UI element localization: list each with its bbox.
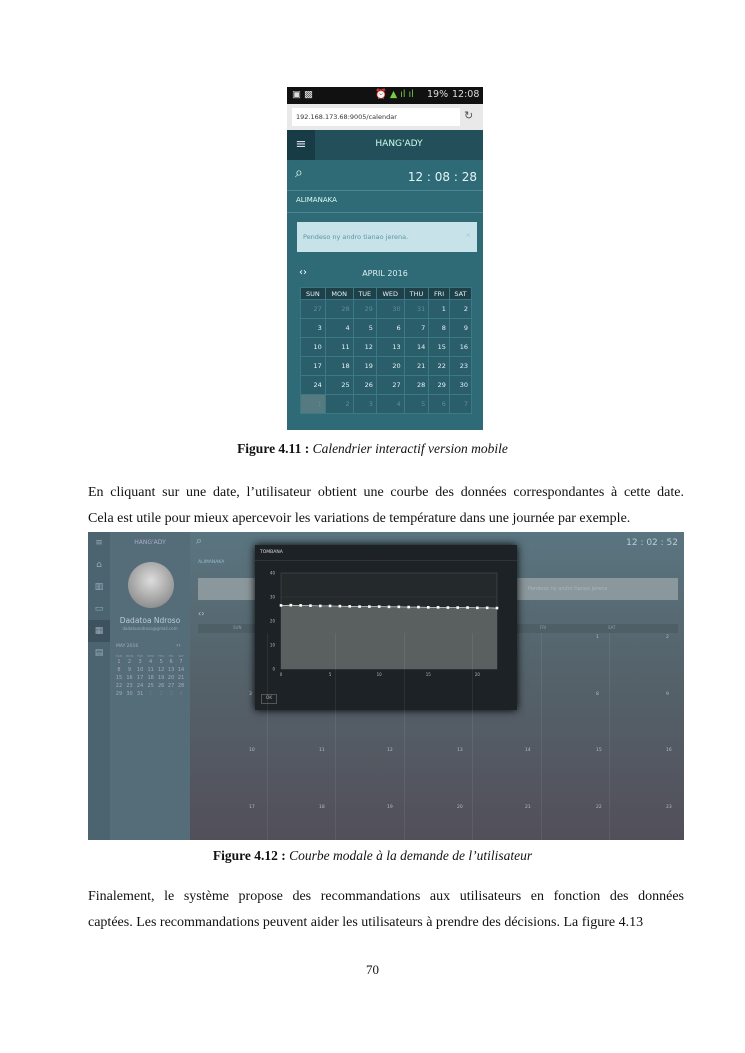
calendar-day[interactable]: 13 xyxy=(376,338,404,357)
browser-url-bar xyxy=(287,104,483,130)
calendar-day[interactable]: 31 xyxy=(136,691,144,697)
calendar-day[interactable]: 4 xyxy=(149,659,153,665)
x-tick-label: 10 xyxy=(376,672,382,677)
y-tick-label: 0 xyxy=(272,666,275,672)
calendar-day[interactable]: 27 xyxy=(376,376,404,395)
calendar-day[interactable]: 21 xyxy=(404,357,429,376)
data-point xyxy=(378,605,381,608)
calendar-day[interactable]: 2 xyxy=(127,659,132,665)
calendar-day[interactable]: 15 xyxy=(596,748,602,753)
calendar-week xyxy=(114,682,186,690)
data-point xyxy=(398,606,401,609)
text-line: Finalement, le système propose des recommandations aux utilisateurs en fonction des données xyxy=(88,889,684,904)
calendar-day[interactable]: 6 xyxy=(169,659,173,665)
calendar-day[interactable]: 5 xyxy=(404,395,429,414)
calendar-day[interactable]: 11 xyxy=(325,338,353,357)
battery-level: 19% xyxy=(427,89,449,100)
calendar-day[interactable]: 25 xyxy=(147,683,154,689)
x-tick-label: 15 xyxy=(425,672,431,677)
data-point xyxy=(388,606,391,609)
calendar-day[interactable]: 7 xyxy=(404,319,429,338)
calendar-day[interactable]: 11 xyxy=(147,667,154,673)
calendar-icon[interactable]: ▦ xyxy=(88,620,110,642)
calendar-day[interactable]: 9 xyxy=(666,692,669,697)
calendar-day[interactable]: 28 xyxy=(404,376,429,395)
calendar-day[interactable]: 14 xyxy=(404,338,429,357)
calendar-day[interactable]: 28 xyxy=(325,300,353,319)
data-point xyxy=(456,606,459,609)
clock: 12 : 02 : 52 xyxy=(626,538,678,548)
data-point xyxy=(299,604,302,607)
status-bar xyxy=(287,87,483,104)
data-point xyxy=(290,604,293,607)
calendar-day[interactable]: 20 xyxy=(457,805,463,810)
data-point xyxy=(358,605,361,608)
signal-icon: ⏰ ▲ ıl ıl xyxy=(375,89,414,100)
alert-text: Pendeso ny andro tianao jerena. xyxy=(528,586,609,592)
calendar-week xyxy=(301,395,472,414)
calendar-day[interactable]: 27 xyxy=(167,683,175,689)
calendar-day[interactable]: 14 xyxy=(525,748,531,753)
weekday-header: MON xyxy=(325,288,353,300)
data-point xyxy=(319,605,322,608)
data-point xyxy=(427,606,430,609)
calendar-week xyxy=(114,658,186,666)
x-tick-label: 20 xyxy=(474,672,480,677)
weekday-header: SAT xyxy=(178,654,184,658)
table-icon[interactable]: ▤ xyxy=(94,648,104,658)
calendar-day[interactable]: 18 xyxy=(325,357,353,376)
y-tick-label: 20 xyxy=(269,618,275,624)
user-name: Dadatoa Ndroso xyxy=(119,616,181,625)
calendar-day[interactable]: 26 xyxy=(353,376,376,395)
calendar-day[interactable]: 31 xyxy=(404,300,429,319)
mini-calendar xyxy=(114,654,186,698)
calendar-day[interactable]: 16 xyxy=(126,675,133,681)
calendar-day[interactable]: 3 xyxy=(249,692,252,697)
calendar-day[interactable]: 14 xyxy=(177,667,185,673)
weekday-header: TUE xyxy=(353,288,376,300)
text-line: captées. Les recommandations peuvent aider les utilisateurs à prendre des décisions. La figure 4.13 xyxy=(88,915,644,930)
icon-sidebar xyxy=(88,532,110,840)
weekday-header: THU xyxy=(158,654,165,658)
calendar-day[interactable]: 9 xyxy=(127,667,132,673)
weekday-header: FRI xyxy=(429,288,450,300)
alert-text: Pendeso ny andro tianao jerena. xyxy=(303,233,409,241)
calendar-day[interactable]: 28 xyxy=(177,683,185,689)
gallery-icon[interactable]: ▭ xyxy=(94,604,104,614)
text-line: En cliquant sur une date, l’utilisateur obtient une courbe des données correspondantes à cette date. xyxy=(88,485,684,500)
calendar-day[interactable]: 8 xyxy=(117,667,121,673)
close-icon[interactable]: × xyxy=(465,231,471,239)
ok-button[interactable]: OK xyxy=(261,694,277,704)
mobile-calendar-screenshot xyxy=(287,87,483,430)
calendar-day[interactable]: 10 xyxy=(301,338,326,357)
calendar-day[interactable]: 10 xyxy=(136,667,144,673)
calendar-day[interactable]: 19 xyxy=(353,357,376,376)
section-title: ALIMANAKA xyxy=(198,560,225,565)
calendar-day[interactable]: 17 xyxy=(136,675,144,681)
data-point xyxy=(368,605,371,608)
calendar-day[interactable]: 6 xyxy=(376,319,404,338)
calendar-week xyxy=(301,338,472,357)
weekday: SAT xyxy=(608,625,616,630)
weekday-header: THU xyxy=(404,288,429,300)
data-point xyxy=(417,606,420,609)
weekday: SUN xyxy=(233,625,242,630)
calendar-day[interactable]: 3 xyxy=(301,319,326,338)
status-time: 12:08 xyxy=(452,89,480,100)
calendar-week xyxy=(114,674,186,682)
data-point xyxy=(309,604,312,607)
app-header xyxy=(287,130,483,160)
calendar-day[interactable]: 22 xyxy=(596,805,602,810)
search-icon[interactable]: ⌕ xyxy=(295,165,303,181)
calendar-day[interactable]: 7 xyxy=(179,659,183,665)
calendar-day[interactable]: 20 xyxy=(376,357,404,376)
figure-caption: Figure 4.11 : Calendrier interactif version mobile xyxy=(237,441,508,456)
data-point xyxy=(348,605,351,608)
text-line: Cela est utile pour mieux apercevoir les variations de température dans une journée par exemple. xyxy=(88,511,631,526)
calendar-day[interactable]: 15 xyxy=(429,338,450,357)
weekday-header: SAT xyxy=(449,288,471,300)
alert-box xyxy=(297,222,477,252)
data-point xyxy=(437,606,440,609)
data-point xyxy=(466,606,469,609)
calendar-day[interactable]: 1 xyxy=(301,395,326,414)
calendar-day[interactable]: 16 xyxy=(666,748,672,753)
calendar-day[interactable]: 29 xyxy=(115,691,123,697)
user-email: dadatoandroso@gmail.com xyxy=(122,626,178,631)
calendar-week xyxy=(301,376,472,395)
app-title: HANG'ADY xyxy=(375,139,423,149)
calendar-day[interactable]: 24 xyxy=(136,683,144,689)
avatar xyxy=(128,562,174,608)
menu-icon[interactable]: ≡ xyxy=(95,538,103,548)
calendar-day[interactable]: 19 xyxy=(157,675,165,681)
calendar-day[interactable]: 16 xyxy=(449,338,471,357)
calendar-day[interactable]: 4 xyxy=(376,395,404,414)
calendar-day[interactable]: 18 xyxy=(147,675,154,681)
calendar-day[interactable]: 20 xyxy=(167,675,175,681)
calendar-day[interactable]: 27 xyxy=(301,300,326,319)
calendar-day[interactable]: 2 xyxy=(666,635,669,640)
weekday-header: SUN xyxy=(115,654,123,658)
data-point xyxy=(407,606,410,609)
y-tick-label: 30 xyxy=(269,594,275,600)
calendar-day[interactable]: 3 xyxy=(353,395,376,414)
weekday-header: MON xyxy=(125,654,134,658)
paragraph xyxy=(88,480,684,532)
calendar-day[interactable]: 22 xyxy=(429,357,450,376)
calendar-day[interactable]: 29 xyxy=(429,376,450,395)
profile-sidebar xyxy=(110,532,190,840)
clock: 12 : 08 : 28 xyxy=(407,170,477,184)
calendar-day[interactable]: 8 xyxy=(429,319,450,338)
month-label: APRIL 2016 xyxy=(362,269,408,278)
menu-icon[interactable]: ≡ xyxy=(287,130,315,160)
paragraph xyxy=(88,884,684,936)
calendar-day[interactable]: 3 xyxy=(138,659,142,665)
calendar-day[interactable]: 8 xyxy=(596,692,599,697)
calendar-week xyxy=(301,300,472,319)
chart-icon[interactable]: ▥ xyxy=(94,582,104,592)
page-number: 70 xyxy=(366,962,379,977)
calendar-day[interactable]: 1 xyxy=(429,300,450,319)
calendar-day[interactable]: 21 xyxy=(177,675,185,681)
calendar-week xyxy=(114,666,186,674)
app-title: HANG'ADY xyxy=(134,539,166,546)
calendar-day[interactable]: 11 xyxy=(319,748,325,753)
mini-month-label: MAY 2016 xyxy=(116,644,139,649)
data-point xyxy=(486,607,489,610)
calendar-day[interactable]: 26 xyxy=(157,683,165,689)
calendar-day[interactable]: 22 xyxy=(115,683,123,689)
data-point xyxy=(476,607,479,610)
data-point xyxy=(447,606,450,609)
prev-next-month-icon[interactable]: ‹› xyxy=(176,642,181,649)
calendar-day[interactable]: 30 xyxy=(449,376,471,395)
calendar-day[interactable]: 2 xyxy=(325,395,353,414)
temperature-chart xyxy=(255,565,517,690)
calendar-day[interactable]: 5 xyxy=(353,319,376,338)
calendar-day[interactable]: 25 xyxy=(325,376,353,395)
calendar-day[interactable]: 12 xyxy=(387,748,393,753)
series-area xyxy=(281,605,497,669)
data-point xyxy=(280,604,283,607)
calendar-day[interactable]: 21 xyxy=(525,805,531,810)
calendar-day[interactable]: 13 xyxy=(457,748,463,753)
data-point xyxy=(496,607,499,610)
weekday: FRI xyxy=(540,625,547,630)
calendar-grid xyxy=(300,287,472,414)
calendar-day[interactable]: 5 xyxy=(159,659,163,665)
prev-next-month-icon[interactable]: ‹› xyxy=(299,267,307,278)
calendar-day[interactable]: 15 xyxy=(115,675,123,681)
calendar-day[interactable]: 24 xyxy=(301,376,326,395)
calendar-day[interactable]: 12 xyxy=(157,667,165,673)
x-tick-label: 0 xyxy=(279,672,283,677)
calendar-day[interactable]: 7 xyxy=(449,395,471,414)
chart-modal xyxy=(255,545,517,710)
calendar-day[interactable]: 1 xyxy=(596,635,599,640)
weekday-header: WED xyxy=(147,654,155,658)
calendar-week xyxy=(114,690,186,698)
calendar-day[interactable]: 19 xyxy=(387,805,393,810)
calendar-day[interactable]: 23 xyxy=(449,357,471,376)
calendar-day[interactable]: 18 xyxy=(319,805,325,810)
calendar-day[interactable]: 1 xyxy=(149,691,153,697)
calendar-day[interactable]: 17 xyxy=(249,805,255,810)
weekday-header: TUE xyxy=(137,654,144,658)
section-title: ALIMANAKA xyxy=(296,196,337,204)
calendar-day[interactable]: 1 xyxy=(117,659,121,665)
weekday-header: FRI xyxy=(168,654,174,658)
modal-title: TOMBANA xyxy=(260,550,283,555)
calendar-week xyxy=(301,319,472,338)
search-icon[interactable]: ⌕ xyxy=(196,534,203,547)
calendar-day[interactable]: 2 xyxy=(159,691,163,697)
calendar-day[interactable]: 23 xyxy=(666,805,672,810)
weekday-header: WED xyxy=(376,288,404,300)
x-tick-label: 5 xyxy=(328,672,332,677)
calendar-day[interactable]: 13 xyxy=(167,667,175,673)
data-point xyxy=(339,605,342,608)
calendar-day[interactable]: 29 xyxy=(353,300,376,319)
calendar-day[interactable]: 30 xyxy=(126,691,133,697)
url-field[interactable]: 192.168.173.68:9005/calendar xyxy=(292,108,460,126)
calendar-day[interactable]: 3 xyxy=(169,691,173,697)
calendar-day[interactable]: 4 xyxy=(325,319,353,338)
y-tick-label: 10 xyxy=(269,642,275,648)
calendar-day[interactable]: 23 xyxy=(126,683,133,689)
desktop-calendar-screenshot xyxy=(88,532,684,840)
home-icon[interactable]: ⌂ xyxy=(96,560,102,570)
notification-icon: ▣ ▩ xyxy=(292,89,313,100)
calendar-day[interactable]: 9 xyxy=(449,319,471,338)
calendar-day[interactable]: 4 xyxy=(179,691,183,697)
y-tick-label: 40 xyxy=(269,570,275,576)
calendar-day[interactable]: 30 xyxy=(376,300,404,319)
calendar-day[interactable]: 17 xyxy=(301,357,326,376)
calendar-day[interactable]: 12 xyxy=(353,338,376,357)
prev-next-month-icon[interactable]: ‹› xyxy=(198,609,205,618)
reload-icon[interactable]: ↻ xyxy=(464,110,474,122)
calendar-week xyxy=(301,357,472,376)
calendar-day[interactable]: 10 xyxy=(249,748,255,753)
calendar-day[interactable]: 6 xyxy=(429,395,450,414)
calendar-day[interactable]: 2 xyxy=(449,300,471,319)
data-point xyxy=(329,605,332,608)
figure-caption: Figure 4.12 : Courbe modale à la demande de l’utilisateur xyxy=(212,848,533,863)
weekday-header: SUN xyxy=(301,288,326,300)
